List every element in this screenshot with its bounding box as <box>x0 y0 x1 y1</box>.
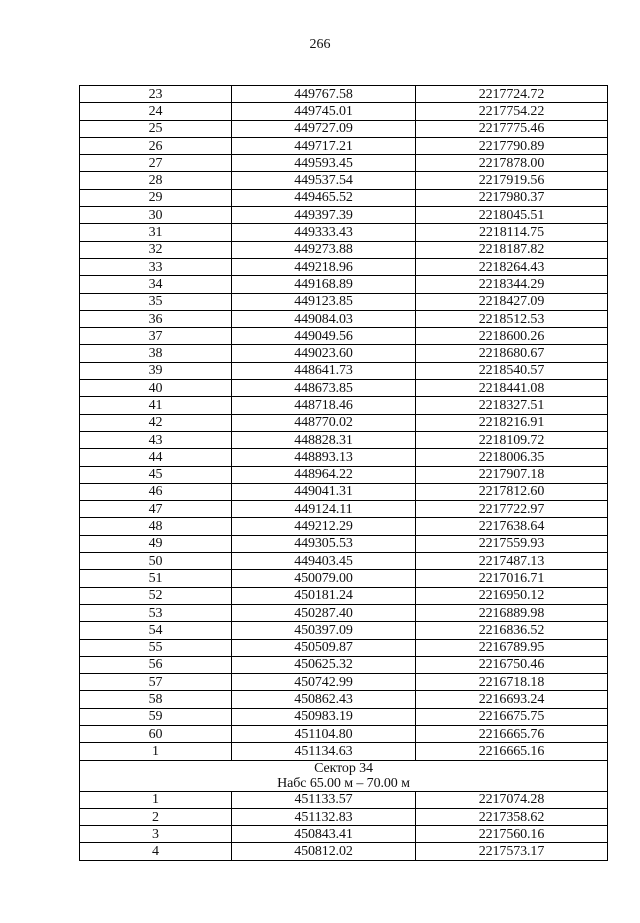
y-coordinate-cell: 2218540.57 <box>416 362 608 379</box>
point-number-cell: 3 <box>80 826 232 843</box>
y-coordinate-cell: 2217812.60 <box>416 483 608 500</box>
table-row <box>80 293 608 310</box>
table-row <box>80 380 608 397</box>
y-coordinate-cell: 2218109.72 <box>416 431 608 448</box>
point-number-cell: 38 <box>80 345 232 362</box>
page-number: 266 <box>309 37 331 52</box>
table-row <box>80 120 608 137</box>
x-coordinate-cell: 448770.02 <box>232 414 416 431</box>
x-coordinate-cell: 451134.63 <box>232 743 416 760</box>
y-coordinate-cell: 2217487.13 <box>416 553 608 570</box>
coordinates-table-body <box>80 86 608 761</box>
y-coordinate-cell: 2217775.46 <box>416 120 608 137</box>
table-row <box>80 155 608 172</box>
x-coordinate-cell: 449124.11 <box>232 501 416 518</box>
x-coordinate-cell: 448828.31 <box>232 431 416 448</box>
y-coordinate-cell: 2218512.53 <box>416 310 608 327</box>
table-row <box>80 86 608 103</box>
y-coordinate-cell: 2218427.09 <box>416 293 608 310</box>
table-row <box>80 570 608 587</box>
table-row <box>80 224 608 241</box>
point-number-cell: 59 <box>80 708 232 725</box>
y-coordinate-cell: 2217559.93 <box>416 535 608 552</box>
point-number-cell: 46 <box>80 483 232 500</box>
table-row <box>80 656 608 673</box>
point-number-cell: 49 <box>80 535 232 552</box>
y-coordinate-cell: 2216718.18 <box>416 674 608 691</box>
y-coordinate-cell: 2218600.26 <box>416 328 608 345</box>
x-coordinate-cell: 449403.45 <box>232 553 416 570</box>
point-number-cell: 4 <box>80 843 232 860</box>
y-coordinate-cell: 2217573.17 <box>416 843 608 860</box>
sector-header-row <box>80 760 608 791</box>
y-coordinate-cell: 2216665.76 <box>416 725 608 742</box>
x-coordinate-cell: 448893.13 <box>232 449 416 466</box>
table-row <box>80 808 608 825</box>
point-number-cell: 33 <box>80 258 232 275</box>
point-number-cell: 60 <box>80 725 232 742</box>
x-coordinate-cell: 448641.73 <box>232 362 416 379</box>
table-row <box>80 708 608 725</box>
point-number-cell: 53 <box>80 604 232 621</box>
sector-header-group <box>80 760 608 791</box>
point-number-cell: 48 <box>80 518 232 535</box>
x-coordinate-cell: 450862.43 <box>232 691 416 708</box>
point-number-cell: 39 <box>80 362 232 379</box>
point-number-cell: 52 <box>80 587 232 604</box>
x-coordinate-cell: 450509.87 <box>232 639 416 656</box>
sector-title: Сектор 34 <box>314 760 373 776</box>
y-coordinate-cell: 2218045.51 <box>416 207 608 224</box>
table-row <box>80 725 608 742</box>
sector-coordinates-body <box>80 791 608 860</box>
table-row <box>80 587 608 604</box>
x-coordinate-cell: 450742.99 <box>232 674 416 691</box>
point-number-cell: 42 <box>80 414 232 431</box>
point-number-cell: 31 <box>80 224 232 241</box>
table-row <box>80 103 608 120</box>
y-coordinate-cell: 2216665.16 <box>416 743 608 760</box>
point-number-cell: 41 <box>80 397 232 414</box>
table-row <box>80 345 608 362</box>
y-coordinate-cell: 2217638.64 <box>416 518 608 535</box>
table-row <box>80 276 608 293</box>
x-coordinate-cell: 449593.45 <box>232 155 416 172</box>
y-coordinate-cell: 2216836.52 <box>416 622 608 639</box>
point-number-cell: 25 <box>80 120 232 137</box>
point-number-cell: 28 <box>80 172 232 189</box>
y-coordinate-cell: 2216750.46 <box>416 656 608 673</box>
point-number-cell: 24 <box>80 103 232 120</box>
x-coordinate-cell: 449023.60 <box>232 345 416 362</box>
x-coordinate-cell: 449218.96 <box>232 258 416 275</box>
point-number-cell: 2 <box>80 808 232 825</box>
x-coordinate-cell: 449537.54 <box>232 172 416 189</box>
coordinates-table <box>79 85 608 861</box>
point-number-cell: 58 <box>80 691 232 708</box>
point-number-cell: 57 <box>80 674 232 691</box>
point-number-cell: 1 <box>80 791 232 808</box>
x-coordinate-cell: 449727.09 <box>232 120 416 137</box>
x-coordinate-cell: 451132.83 <box>232 808 416 825</box>
point-number-cell: 50 <box>80 553 232 570</box>
table-row <box>80 189 608 206</box>
table-row <box>80 207 608 224</box>
y-coordinate-cell: 2216889.98 <box>416 604 608 621</box>
x-coordinate-cell: 450181.24 <box>232 587 416 604</box>
y-coordinate-cell: 2218006.35 <box>416 449 608 466</box>
table-row <box>80 362 608 379</box>
x-coordinate-cell: 450079.00 <box>232 570 416 587</box>
table-row <box>80 172 608 189</box>
y-coordinate-cell: 2216789.95 <box>416 639 608 656</box>
x-coordinate-cell: 449465.52 <box>232 189 416 206</box>
x-coordinate-cell: 449168.89 <box>232 276 416 293</box>
table-row <box>80 622 608 639</box>
y-coordinate-cell: 2217790.89 <box>416 137 608 154</box>
x-coordinate-cell: 449123.85 <box>232 293 416 310</box>
y-coordinate-cell: 2217980.37 <box>416 189 608 206</box>
x-coordinate-cell: 449049.56 <box>232 328 416 345</box>
y-coordinate-cell: 2218344.29 <box>416 276 608 293</box>
x-coordinate-cell: 449305.53 <box>232 535 416 552</box>
point-number-cell: 45 <box>80 466 232 483</box>
x-coordinate-cell: 448964.22 <box>232 466 416 483</box>
table-row <box>80 553 608 570</box>
sector-header-cell <box>80 760 608 791</box>
table-row <box>80 258 608 275</box>
y-coordinate-cell: 2217722.97 <box>416 501 608 518</box>
y-coordinate-cell: 2218114.75 <box>416 224 608 241</box>
y-coordinate-cell: 2217919.56 <box>416 172 608 189</box>
table-row <box>80 310 608 327</box>
y-coordinate-cell: 2217560.16 <box>416 826 608 843</box>
point-number-cell: 55 <box>80 639 232 656</box>
table-row <box>80 397 608 414</box>
y-coordinate-cell: 2217878.00 <box>416 155 608 172</box>
table-row <box>80 431 608 448</box>
y-coordinate-cell: 2216675.75 <box>416 708 608 725</box>
x-coordinate-cell: 449212.29 <box>232 518 416 535</box>
x-coordinate-cell: 451133.57 <box>232 791 416 808</box>
table-row <box>80 826 608 843</box>
point-number-cell: 36 <box>80 310 232 327</box>
x-coordinate-cell: 449745.01 <box>232 103 416 120</box>
point-number-cell: 32 <box>80 241 232 258</box>
x-coordinate-cell: 449084.03 <box>232 310 416 327</box>
point-number-cell: 1 <box>80 743 232 760</box>
x-coordinate-cell: 450843.41 <box>232 826 416 843</box>
y-coordinate-cell: 2218216.91 <box>416 414 608 431</box>
point-number-cell: 44 <box>80 449 232 466</box>
table-row <box>80 137 608 154</box>
point-number-cell: 35 <box>80 293 232 310</box>
point-number-cell: 51 <box>80 570 232 587</box>
point-number-cell: 26 <box>80 137 232 154</box>
y-coordinate-cell: 2217016.71 <box>416 570 608 587</box>
x-coordinate-cell: 449333.43 <box>232 224 416 241</box>
sector-elevation-range: Набс 65.00 м – 70.00 м <box>277 775 410 791</box>
x-coordinate-cell: 449041.31 <box>232 483 416 500</box>
point-number-cell: 27 <box>80 155 232 172</box>
point-number-cell: 23 <box>80 86 232 103</box>
y-coordinate-cell: 2216950.12 <box>416 587 608 604</box>
table-row <box>80 691 608 708</box>
y-coordinate-cell: 2217074.28 <box>416 791 608 808</box>
y-coordinate-cell: 2217724.72 <box>416 86 608 103</box>
x-coordinate-cell: 450812.02 <box>232 843 416 860</box>
y-coordinate-cell: 2218187.82 <box>416 241 608 258</box>
x-coordinate-cell: 449717.21 <box>232 137 416 154</box>
point-number-cell: 37 <box>80 328 232 345</box>
y-coordinate-cell: 2217907.18 <box>416 466 608 483</box>
x-coordinate-cell: 451104.80 <box>232 725 416 742</box>
table-row <box>80 449 608 466</box>
y-coordinate-cell: 2218264.43 <box>416 258 608 275</box>
x-coordinate-cell: 448718.46 <box>232 397 416 414</box>
point-number-cell: 30 <box>80 207 232 224</box>
table-row <box>80 604 608 621</box>
y-coordinate-cell: 2217358.62 <box>416 808 608 825</box>
table-row <box>80 674 608 691</box>
table-row <box>80 535 608 552</box>
point-number-cell: 56 <box>80 656 232 673</box>
table-row <box>80 483 608 500</box>
table-row <box>80 843 608 860</box>
y-coordinate-cell: 2218327.51 <box>416 397 608 414</box>
y-coordinate-cell: 2218441.08 <box>416 380 608 397</box>
point-number-cell: 43 <box>80 431 232 448</box>
table-row <box>80 791 608 808</box>
table-row <box>80 501 608 518</box>
x-coordinate-cell: 449397.39 <box>232 207 416 224</box>
table-row <box>80 518 608 535</box>
y-coordinate-cell: 2216693.24 <box>416 691 608 708</box>
table-row <box>80 241 608 258</box>
y-coordinate-cell: 2217754.22 <box>416 103 608 120</box>
x-coordinate-cell: 450625.32 <box>232 656 416 673</box>
point-number-cell: 47 <box>80 501 232 518</box>
table-row <box>80 328 608 345</box>
y-coordinate-cell: 2218680.67 <box>416 345 608 362</box>
x-coordinate-cell: 450287.40 <box>232 604 416 621</box>
x-coordinate-cell: 450397.09 <box>232 622 416 639</box>
x-coordinate-cell: 449273.88 <box>232 241 416 258</box>
x-coordinate-cell: 448673.85 <box>232 380 416 397</box>
point-number-cell: 29 <box>80 189 232 206</box>
point-number-cell: 54 <box>80 622 232 639</box>
table-row <box>80 639 608 656</box>
table-row <box>80 466 608 483</box>
table-row <box>80 414 608 431</box>
point-number-cell: 34 <box>80 276 232 293</box>
point-number-cell: 40 <box>80 380 232 397</box>
x-coordinate-cell: 449767.58 <box>232 86 416 103</box>
table-row <box>80 743 608 760</box>
x-coordinate-cell: 450983.19 <box>232 708 416 725</box>
